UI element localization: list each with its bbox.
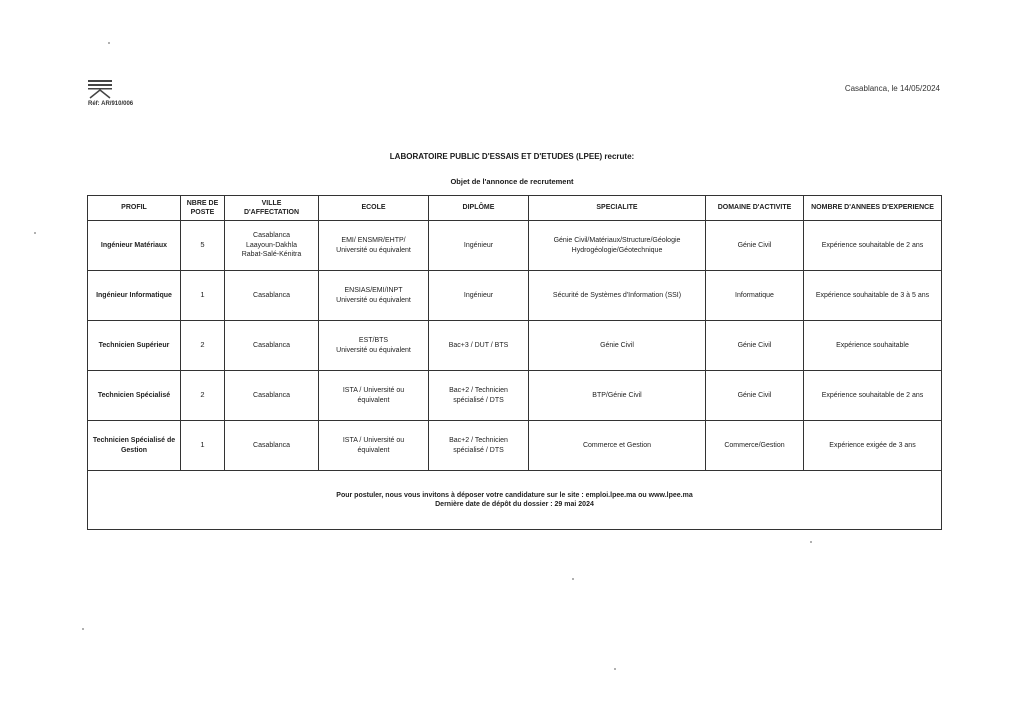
cell-ville: [225, 421, 319, 471]
header-ville: [225, 196, 319, 221]
cell-ville: [225, 321, 319, 371]
cell-nbre: 1: [181, 271, 225, 321]
cell-profil-line: Gestion: [120, 446, 148, 454]
application-info: [88, 471, 942, 530]
cell-ecole-line: équivalent: [357, 446, 390, 454]
cell-diplome: [429, 221, 529, 271]
cell-diplome-line: Bac+2 / Technicien: [449, 387, 508, 395]
cell-experience: Expérience souhaitable: [804, 321, 942, 371]
cell-experience: Expérience souhaitable de 3 à 5 ans: [804, 271, 942, 321]
deadline: Dernière date de dépôt du dossier : 29 mai 2024: [435, 501, 594, 508]
cell-ecole-line: Université ou équivalent: [336, 296, 411, 304]
cell-experience: Expérience exigée de 3 ans: [804, 421, 942, 471]
recruitment-table: [87, 195, 942, 530]
cell-ville: [225, 271, 319, 321]
cell-nbre: 5: [181, 221, 225, 271]
header-experience: NOMBRE D'ANNEES D'EXPERIENCE: [804, 196, 942, 221]
cell-ecole-line: Université ou équivalent: [336, 246, 411, 254]
cell-nbre: 1: [181, 421, 225, 471]
cell-profil: [88, 371, 181, 421]
header-specialite: SPECIALITE: [529, 196, 706, 221]
cell-ecole: [319, 421, 429, 471]
scan-speck: [34, 232, 36, 234]
cell-diplome-line: Bac+3 / DUT / BTS: [448, 341, 509, 349]
table-row: [88, 221, 942, 271]
document-title: LABORATOIRE PUBLIC D'ESSAIS ET D'ETUDES (LPEE) recrute:: [389, 152, 635, 161]
cell-ville-line: Casablanca: [253, 441, 290, 449]
cell-diplome-line: Bac+2 / Technicien: [449, 437, 508, 445]
cell-specialite: [529, 221, 706, 271]
cell-ville-line: Casablanca: [253, 291, 290, 299]
cell-ecole-line: ENSIAS/EMI/INPT: [344, 287, 403, 295]
document-subject: Objet de l'annonce de recrutement: [450, 177, 574, 186]
table-row: [88, 371, 942, 421]
cell-profil-line: Ingénieur Matériaux: [100, 241, 168, 249]
table-row: [88, 321, 942, 371]
cell-specialite: [529, 371, 706, 421]
cell-ecole: [319, 221, 429, 271]
cell-ecole: [319, 371, 429, 421]
cell-ville-line: Casablanca: [253, 391, 290, 399]
reference-number: Réf: AR/910/006: [88, 101, 134, 107]
cell-profil: [88, 221, 181, 271]
cell-profil-line: Technicien Spécialisé: [97, 391, 171, 399]
cell-ville: [225, 371, 319, 421]
apply-instructions: Pour postuler, nous vous invitons à déposer votre candidature sur le site : emploi.lpee.ma ou www.lpee.ma: [336, 491, 693, 499]
cell-domaine: Génie Civil: [706, 321, 804, 371]
cell-ville-line: Rabat-Salé-Kénitra: [241, 251, 302, 259]
cell-diplome-line: Ingénieur: [463, 291, 494, 299]
cell-diplome-line: spécialisé / DTS: [453, 396, 504, 404]
cell-specialite: [529, 421, 706, 471]
cell-ecole-line: ISTA / Université ou: [342, 387, 405, 395]
cell-diplome-line: spécialisé / DTS: [453, 446, 504, 454]
scan-speck: [82, 628, 84, 630]
cell-diplome: [429, 371, 529, 421]
cell-ecole: [319, 321, 429, 371]
place-date: Casablanca, le 14/05/2024: [844, 84, 940, 93]
header-domaine: DOMAINE D'ACTIVITE: [706, 196, 804, 221]
cell-ecole-line: équivalent: [357, 396, 390, 404]
cell-profil: [88, 271, 181, 321]
table-row: [88, 421, 942, 471]
cell-domaine: Informatique: [706, 271, 804, 321]
cell-experience: Expérience souhaitable de 2 ans: [804, 371, 942, 421]
cell-specialite-line: Génie Civil: [600, 341, 634, 349]
cell-nbre: 2: [181, 321, 225, 371]
cell-specialite-line: Commerce et Gestion: [582, 441, 652, 449]
cell-ville: [225, 221, 319, 271]
header-nbre: [181, 196, 225, 221]
cell-ecole-line: Université ou équivalent: [336, 346, 411, 354]
header-ville-line: D'AFFECTATION: [243, 209, 300, 216]
cell-ville-line: Casablanca: [253, 232, 290, 240]
cell-domaine: Génie Civil: [706, 221, 804, 271]
header-nbre-line: POSTE: [190, 209, 215, 216]
cell-ecole-line: ISTA / Université ou: [342, 437, 405, 445]
cell-diplome-line: Ingénieur: [463, 241, 494, 249]
cell-diplome: [429, 421, 529, 471]
cell-domaine: Génie Civil: [706, 371, 804, 421]
cell-domaine: Commerce/Gestion: [706, 421, 804, 471]
cell-experience: Expérience souhaitable de 2 ans: [804, 221, 942, 271]
cell-profil-line: Technicien Spécialisé de: [92, 437, 176, 445]
scan-speck: [572, 578, 574, 580]
scan-speck: [108, 42, 110, 44]
cell-diplome: [429, 321, 529, 371]
table-row: [88, 271, 942, 321]
header-profil: PROFIL: [88, 196, 181, 221]
cell-ecole-line: EMI/ ENSMR/EHTP/: [341, 237, 406, 245]
cell-ville-line: Laayoun-Dakhla: [246, 241, 297, 249]
table-header-row: [88, 196, 942, 221]
cell-specialite-line: Génie Civil/Matériaux/Structure/Géologie: [553, 237, 681, 245]
scan-speck: [614, 668, 616, 670]
header-ecole: ECOLE: [319, 196, 429, 221]
cell-ecole-line: EST/BTS: [358, 337, 389, 345]
scan-speck: [810, 541, 812, 543]
cell-profil-line: Ingénieur Informatique: [96, 291, 172, 299]
cell-nbre: 2: [181, 371, 225, 421]
header-ville-line: VILLE: [261, 199, 282, 207]
cell-specialite-line: Sécurité de Systèmes d'Information (SSI): [552, 291, 682, 299]
lpee-logo-icon: [88, 80, 112, 100]
cell-ville-line: Casablanca: [253, 341, 290, 349]
table-footer-row: [88, 471, 942, 530]
cell-ecole: [319, 271, 429, 321]
header-nbre-line: NBRE DE: [186, 199, 219, 207]
cell-profil-line: Technicien Supérieur: [98, 341, 170, 349]
cell-profil: [88, 421, 181, 471]
header-diplome: DIPLÔME: [429, 196, 529, 221]
cell-diplome: [429, 271, 529, 321]
cell-specialite: [529, 271, 706, 321]
cell-specialite-line: Hydrogéologie/Géotechnique: [571, 246, 663, 254]
cell-specialite: [529, 321, 706, 371]
cell-profil: [88, 321, 181, 371]
cell-specialite-line: BTP/Génie Civil: [592, 391, 642, 399]
